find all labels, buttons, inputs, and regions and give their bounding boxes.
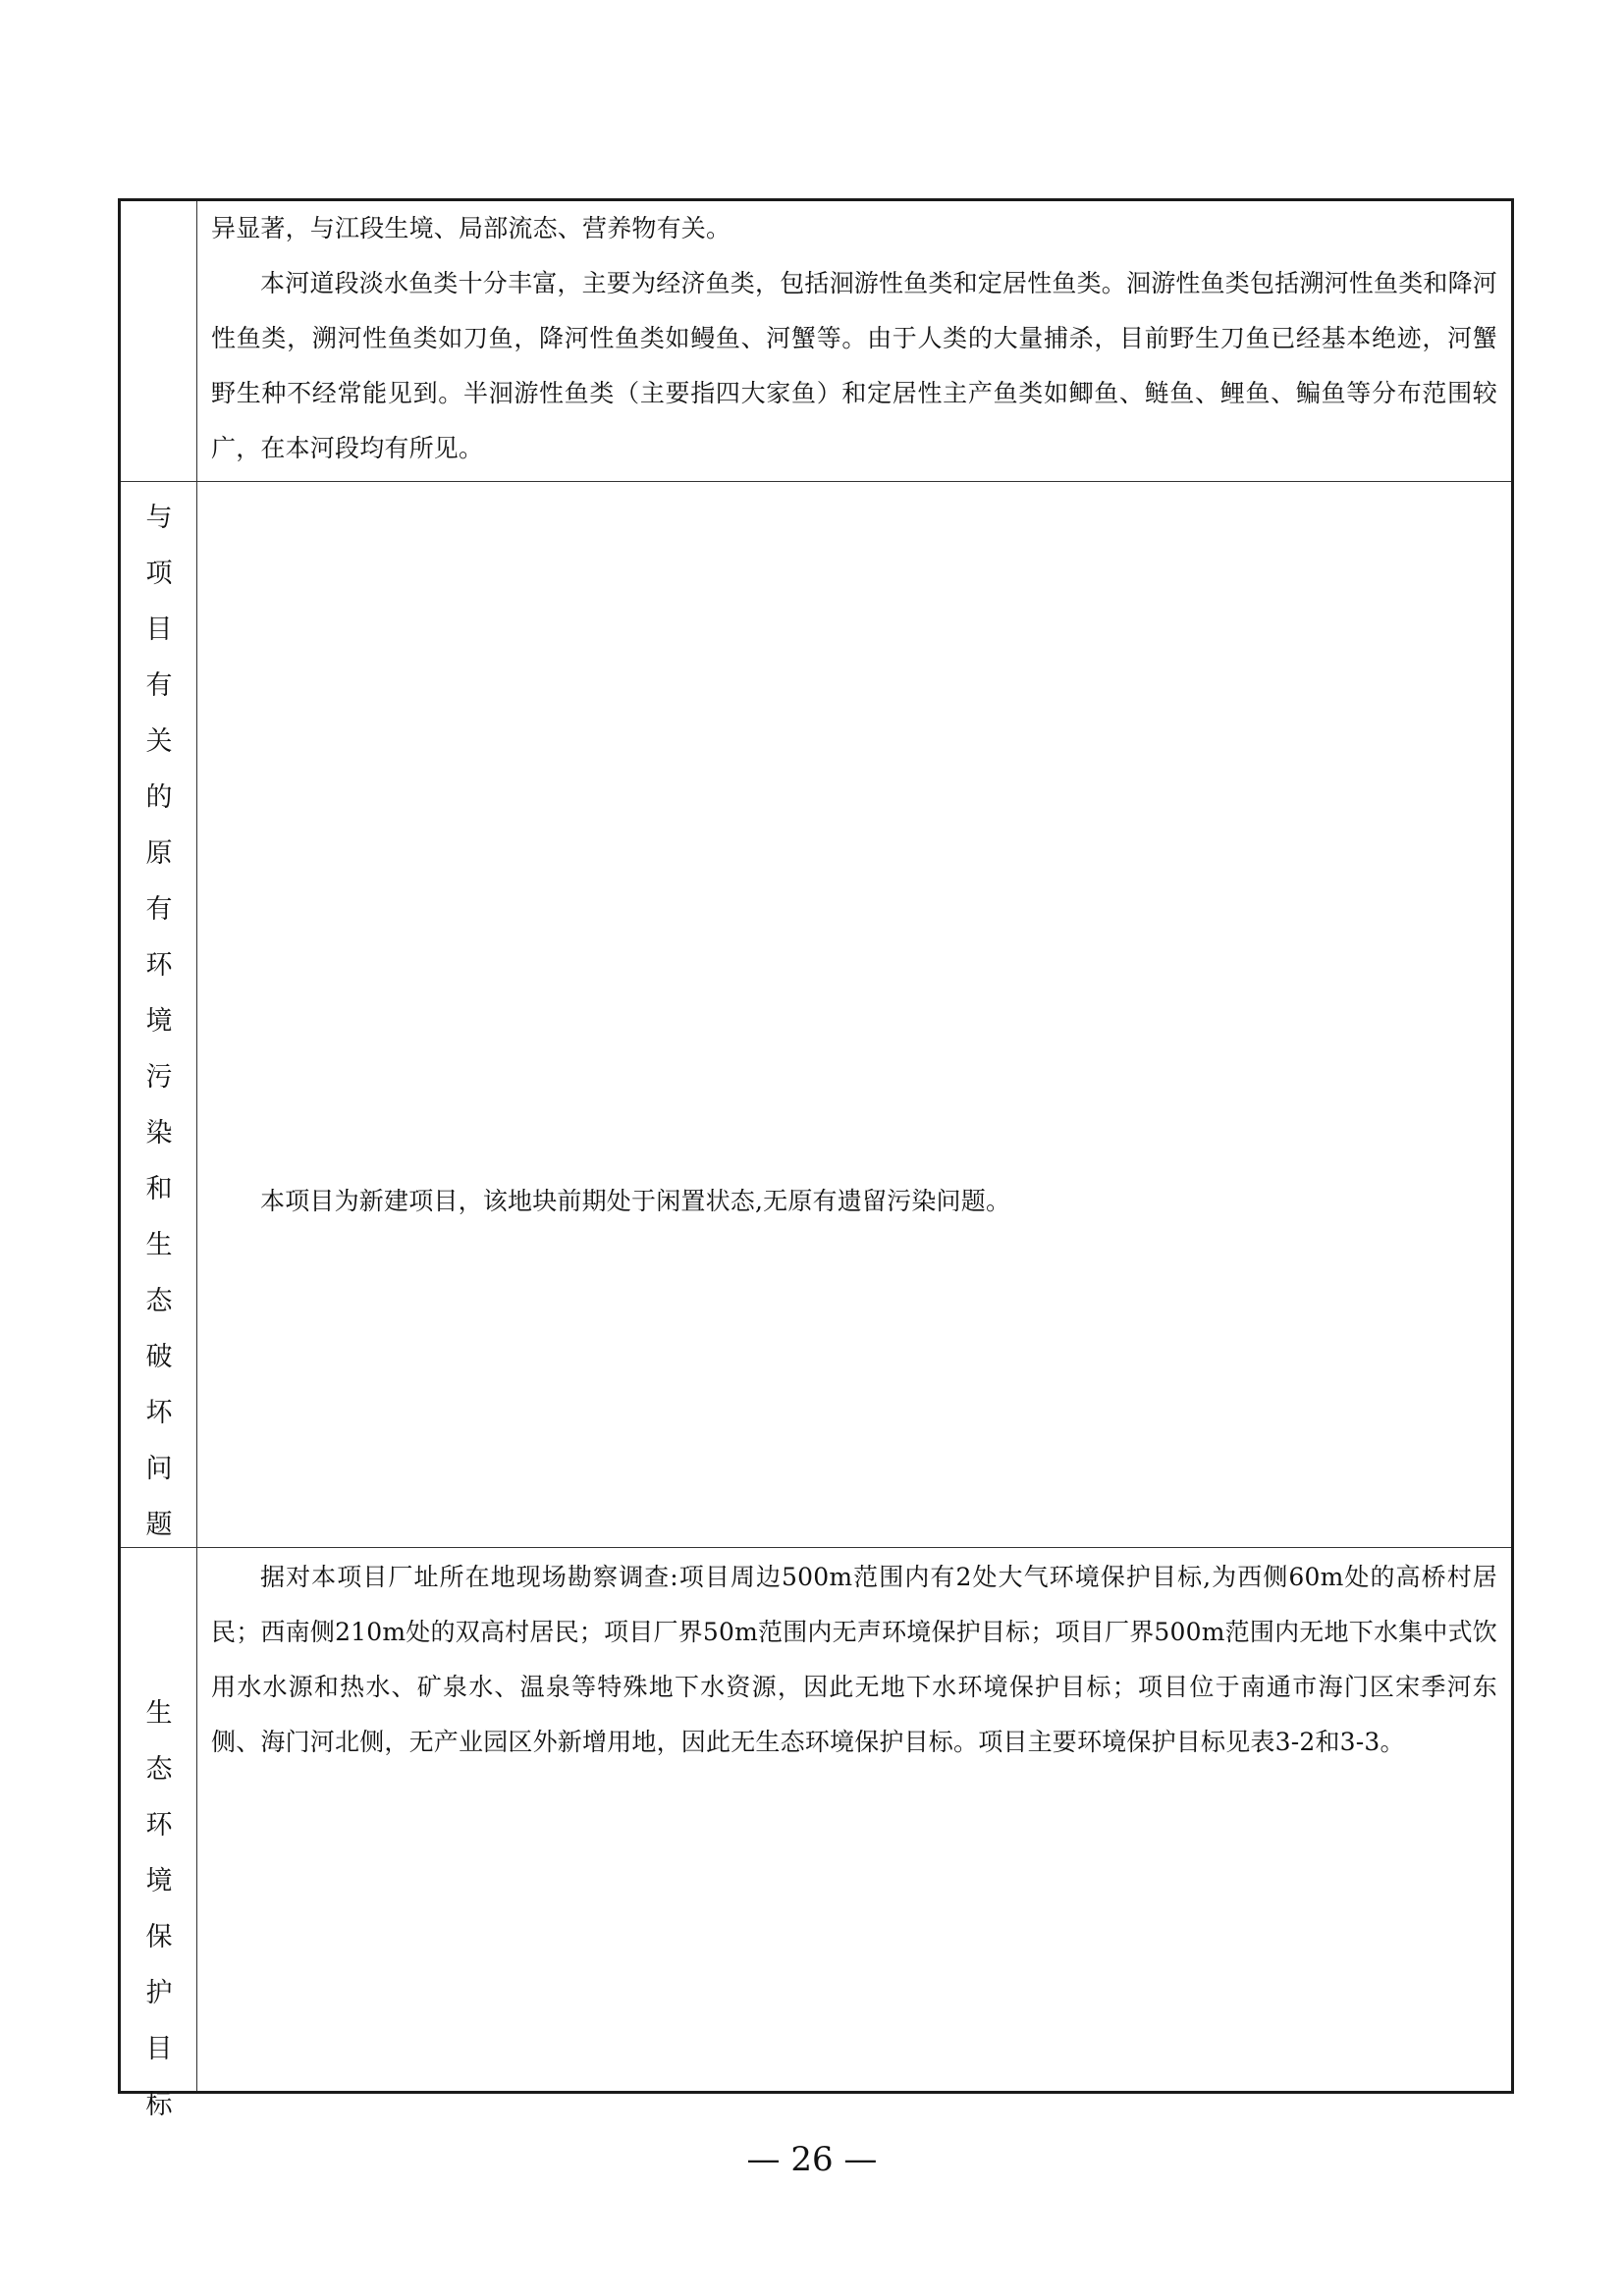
label-char: 污: [145, 1062, 173, 1093]
label-char: 染: [145, 1118, 173, 1148]
label-char: 境: [145, 1866, 173, 1896]
vertical-label-protection-targets: [121, 1685, 197, 2133]
label-char: 问: [145, 1454, 173, 1484]
document-table: [118, 198, 1514, 2120]
label-char: 护: [145, 1978, 173, 2008]
paragraph-protection-targets: 据对本项目厂址所在地现场勘察调查:项目周边500m范围内有2处大气环境保护目标,为西侧60m处的高桥村居民；西南侧210m处的双高村居民；项目厂界50m范围内无声环境保护目标；项目厂界500m范围内无地下水集中式饮用水水源和热水、矿泉水、温泉等特殊地下水资源，因此无地下水环境保护目标；项目位于南通市海门区宋季河东侧、海门河北侧，无产业园区外新增用地，因此无生态环境保护目标。项目主要环境保护目标见表3-2和3-3。: [211, 1563, 1497, 1756]
label-char: 关: [145, 726, 173, 757]
label-char: 破: [145, 1342, 173, 1372]
label-char: 有: [145, 894, 173, 925]
label-char: 保: [145, 1922, 173, 1952]
label-char: 态: [145, 1754, 173, 1785]
label-char: 目: [145, 614, 173, 645]
label-char: 境: [145, 1006, 173, 1037]
label-char: 态: [145, 1286, 173, 1316]
label-char: 坏: [145, 1398, 173, 1428]
table-row-fish-description: [121, 201, 1511, 481]
paragraph-no-existing-pollution: 本项目为新建项目，该地块前期处于闲置状态,无原有遗留污染问题。: [260, 1187, 1011, 1215]
page-number: — 26 —: [746, 2140, 878, 2179]
label-char: 题: [145, 1510, 173, 1540]
label-char: 环: [145, 1810, 173, 1841]
table-row-existing-pollution: [121, 481, 1511, 1547]
label-char: 项: [145, 559, 173, 589]
label-char: 原: [145, 838, 173, 869]
label-char: 标: [145, 2090, 173, 2120]
label-char: 生: [145, 1698, 173, 1729]
label-char: 环: [145, 950, 173, 981]
row-label-cell-empty: [121, 201, 197, 481]
row-label-cell: [121, 482, 197, 1547]
label-char: 生: [145, 1230, 173, 1260]
label-char: 的: [145, 782, 173, 813]
paragraph-fish-species: 本河道段淡水鱼类十分丰富，主要为经济鱼类，包括洄游性鱼类和定居性鱼类。洄游性鱼类包括溯河性鱼类和降河性鱼类，溯河性鱼类如刀鱼，降河性鱼类如鳗鱼、河蟹等。由于人类的大量捕杀，目前野生刀鱼已经基本绝迹，河蟹野生种不经常能见到。半洄游性鱼类（主要指四大家鱼）和定居性主产鱼类如鲫鱼、鲢鱼、鲤鱼、鳊鱼等分布范围较广，在本河段均有所见。: [211, 269, 1498, 462]
label-char: 和: [145, 1174, 173, 1204]
paragraph-continuation: 异显著，与江段生境、局部流态、营养物有关。: [211, 214, 731, 242]
vertical-label-existing-pollution: [121, 490, 197, 1553]
label-char: 与: [145, 503, 173, 533]
row-content-cell: [197, 1548, 1511, 2091]
row-content-cell: [197, 201, 1511, 481]
table-row-protection-targets: [121, 1547, 1511, 2120]
label-char: 目: [145, 2034, 173, 2064]
row-label-cell: [121, 1548, 197, 2120]
label-char: 有: [145, 670, 173, 701]
